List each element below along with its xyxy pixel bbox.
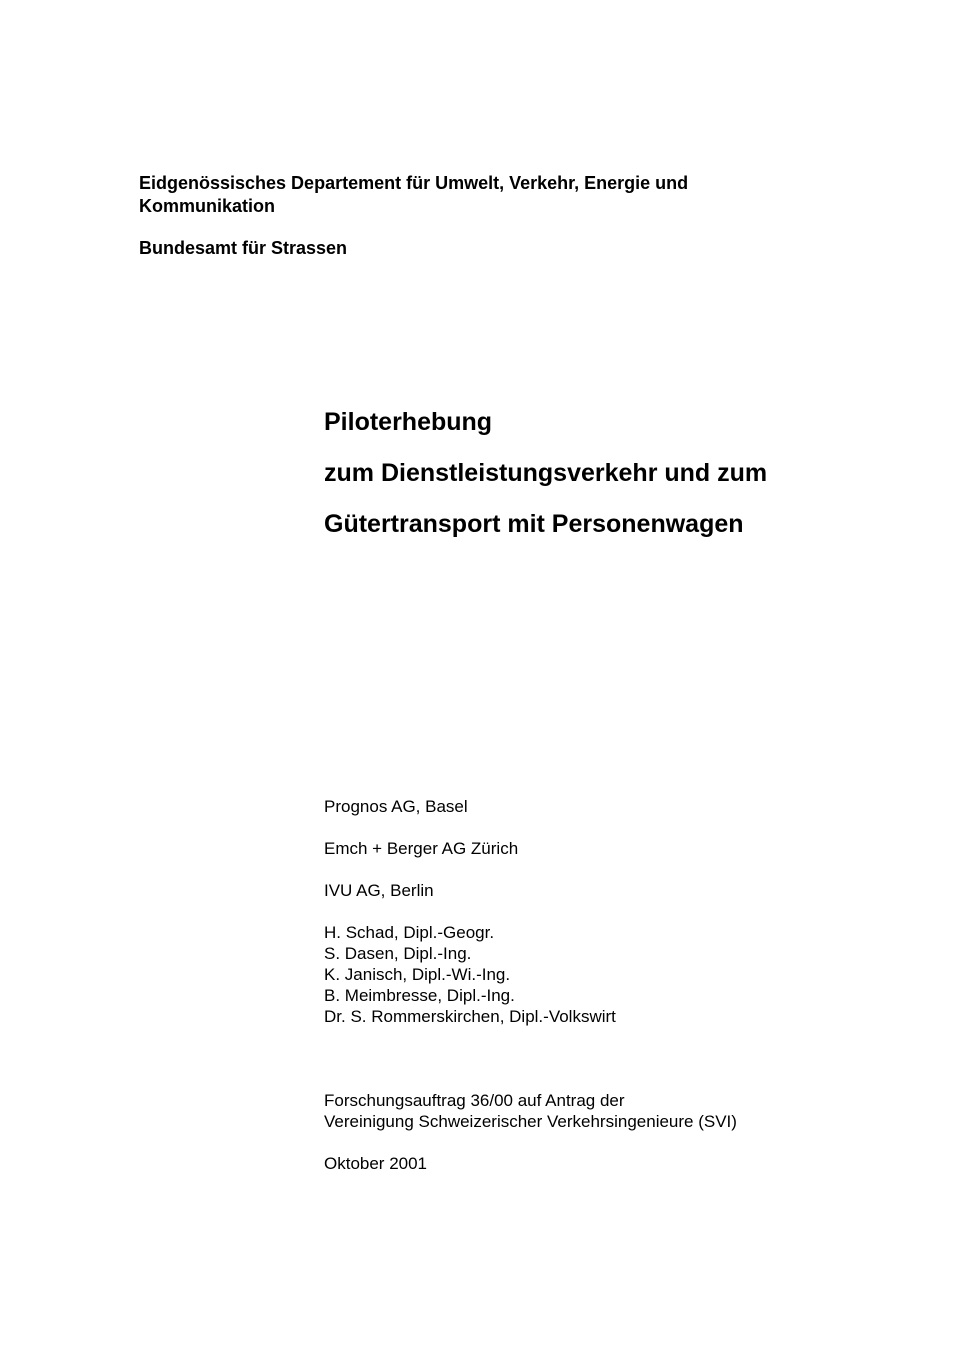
department-name bbox=[139, 172, 839, 218]
author-janisch: K. Janisch, Dipl.-Wi.-Ing. bbox=[324, 965, 511, 984]
title-line-3: Gütertransport mit Personenwagen bbox=[324, 510, 744, 538]
title-line-1: Piloterhebung bbox=[324, 408, 493, 436]
department-line-2: Kommunikation bbox=[139, 196, 276, 216]
title-line-2: zum Dienstleistungsverkehr und zum bbox=[324, 459, 768, 487]
document-title bbox=[324, 405, 944, 558]
author-rommerskirchen: Dr. S. Rommerskirchen, Dipl.-Volkswirt bbox=[324, 1007, 616, 1026]
header-block bbox=[139, 172, 839, 260]
office-name: Bundesamt für Strassen bbox=[139, 238, 348, 258]
author-dasen: S. Dasen, Dipl.-Ing. bbox=[324, 944, 472, 963]
research-line-1: Forschungsauftrag 36/00 auf Antrag der bbox=[324, 1091, 625, 1110]
author-meimbresse: B. Meimbresse, Dipl.-Ing. bbox=[324, 986, 515, 1005]
publication-date: Oktober 2001 bbox=[324, 1154, 428, 1173]
credits-block bbox=[324, 796, 944, 1174]
contractor-prognos: Prognos AG, Basel bbox=[324, 797, 468, 816]
contractor-emch-berger: Emch + Berger AG Zürich bbox=[324, 839, 519, 858]
author-schad: H. Schad, Dipl.-Geogr. bbox=[324, 923, 495, 942]
research-line-2: Vereinigung Schweizerischer Verkehrsingenieure (SVI) bbox=[324, 1112, 737, 1131]
department-line-1: Eidgenössisches Departement für Umwelt, Verkehr, Energie und bbox=[139, 173, 689, 193]
contractor-ivu: IVU AG, Berlin bbox=[324, 881, 434, 900]
